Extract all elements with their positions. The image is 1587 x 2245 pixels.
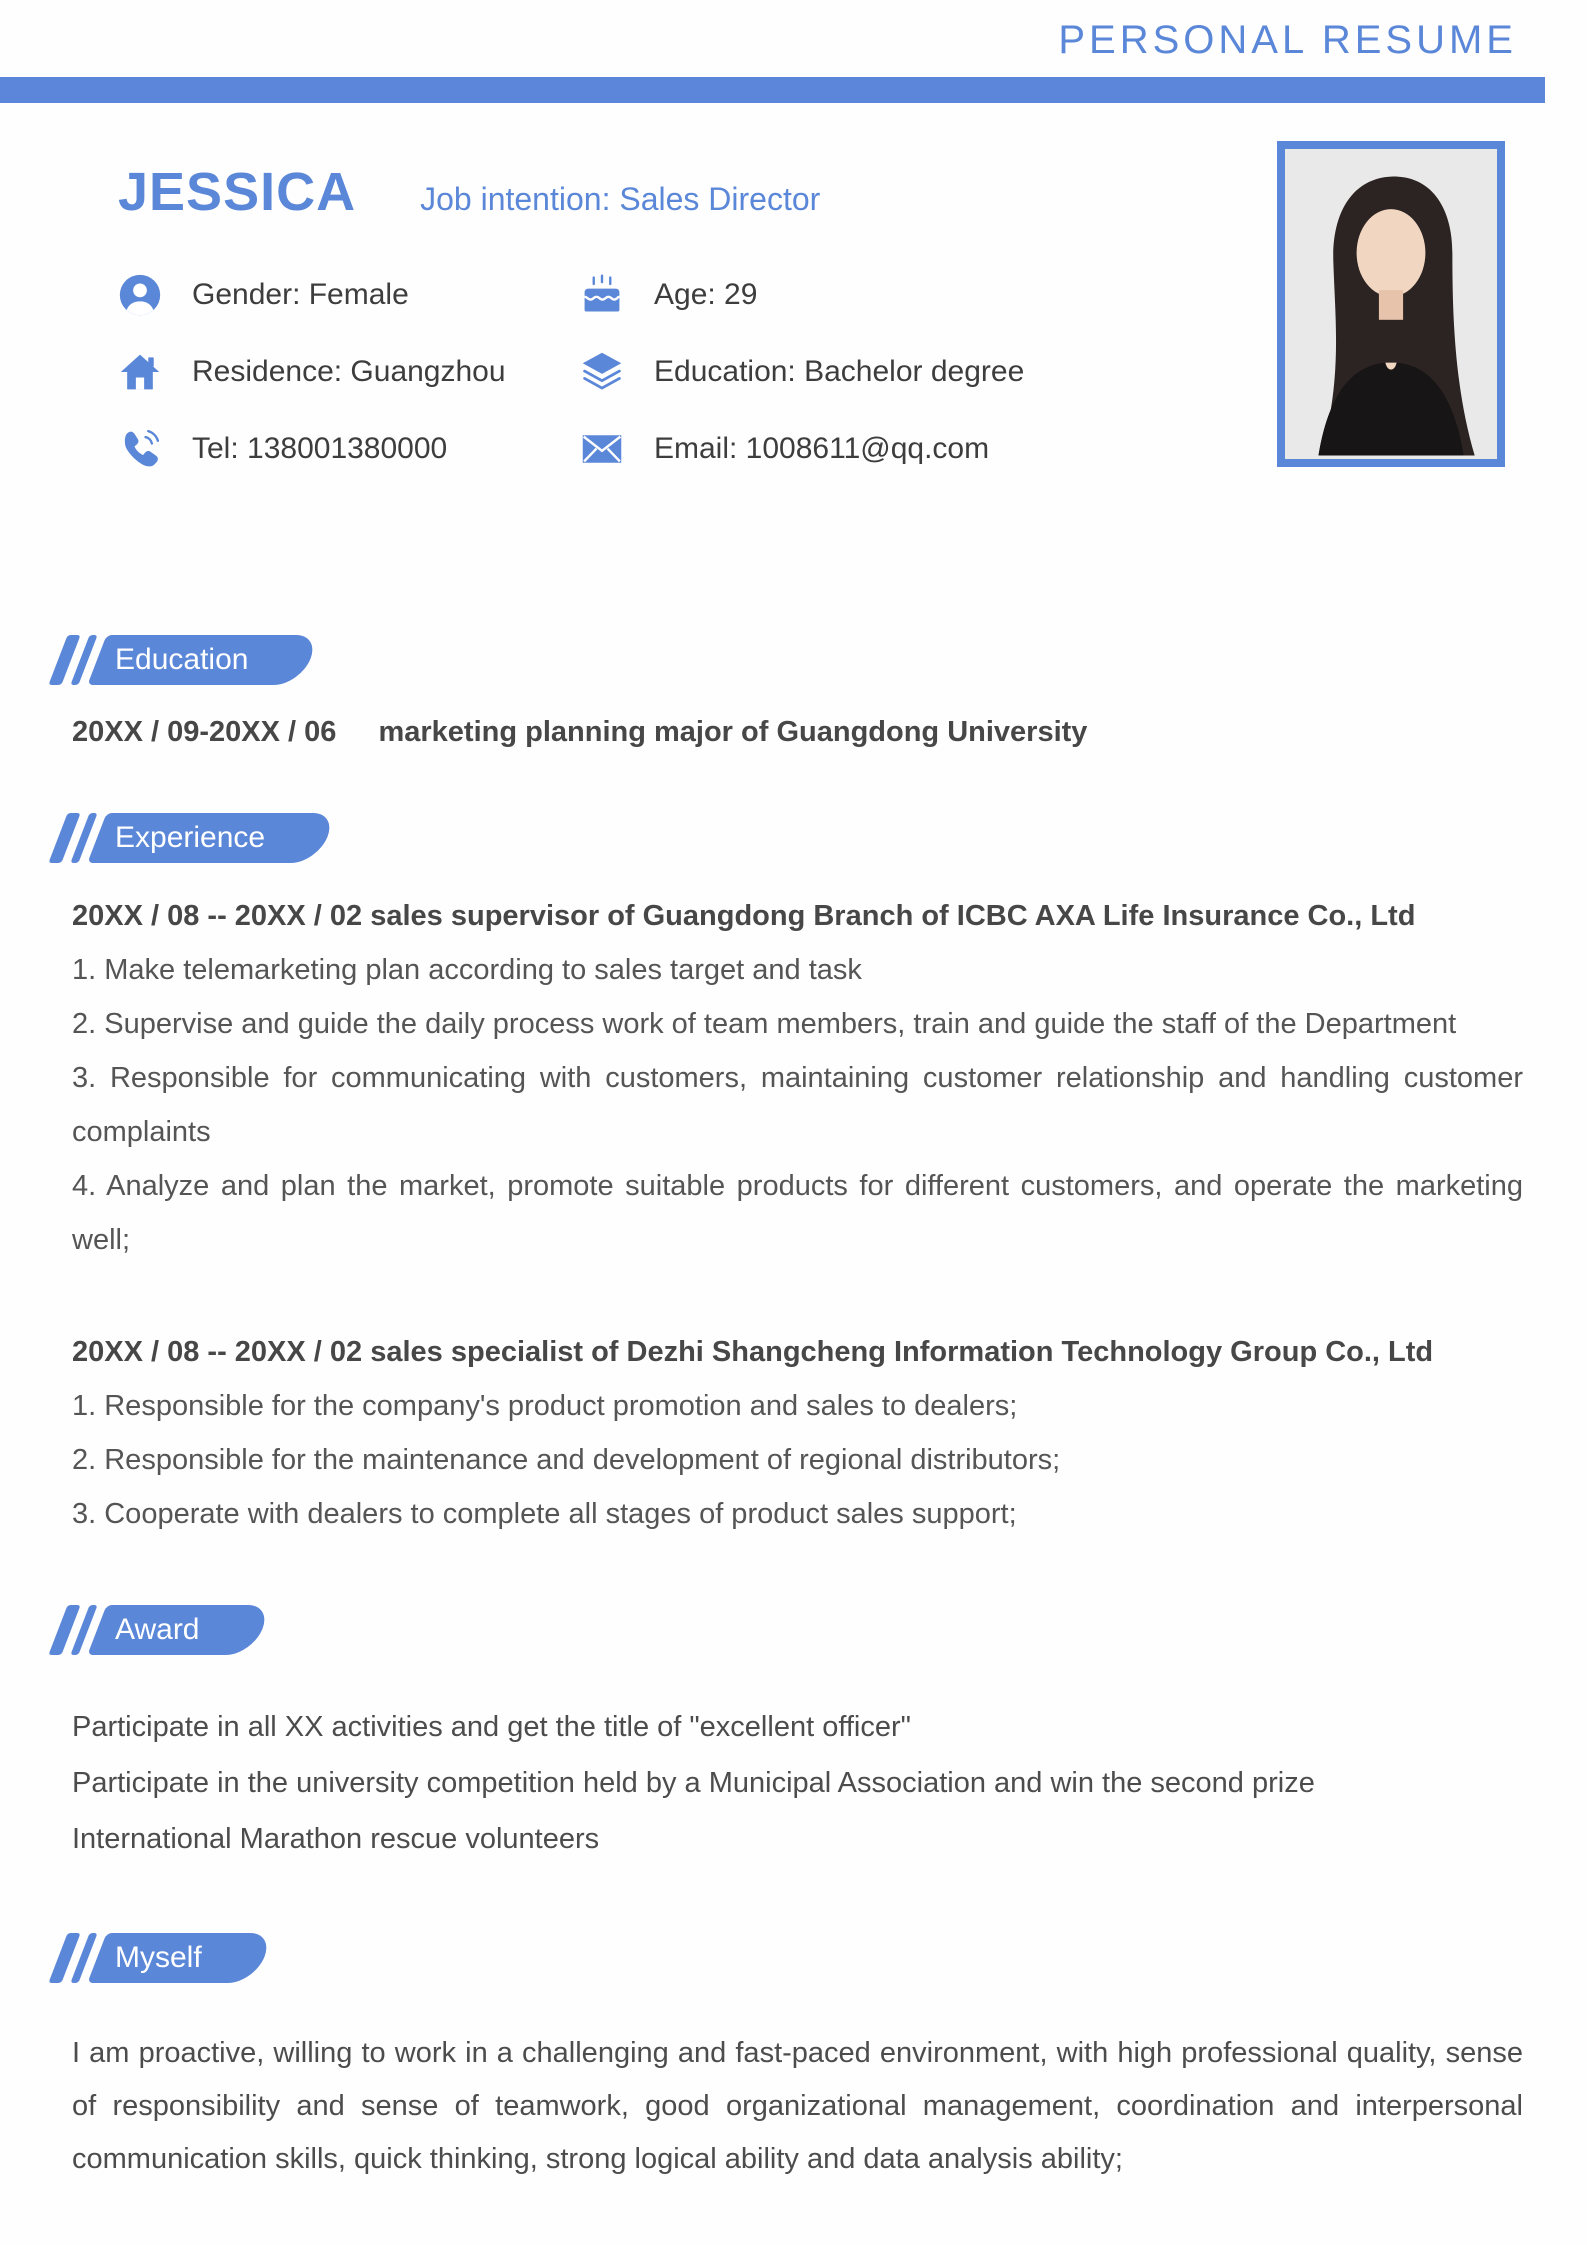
education-description: marketing planning major of Guangdong University: [378, 716, 1088, 748]
info-text: Residence: Guangzhou: [192, 355, 506, 388]
mail-icon: [580, 427, 624, 471]
job-title: 20XX / 08 -- 20XX / 02 sales specialist of Dezhi Shangcheng Information Technology Group Co., Ltd: [72, 1336, 1434, 1368]
education-content: [72, 705, 1523, 759]
section-tag-award: [58, 1605, 1587, 1655]
info-item-tel: [118, 427, 580, 471]
job-bullet: 1. Responsible for the company's product promotion and sales to dealers;: [72, 1390, 1018, 1422]
job-entry: [72, 889, 1523, 1267]
info-text: Gender: Female: [192, 278, 409, 311]
info-item-gender: [118, 273, 580, 317]
person-icon: [118, 273, 162, 317]
info-text: Email: 1008611@qq.com: [654, 432, 990, 465]
page-title: PERSONAL RESUME: [1058, 18, 1517, 62]
section-label: Myself: [115, 1941, 202, 1974]
info-text: Age: 29: [654, 278, 758, 311]
tag-body: [87, 813, 336, 863]
info-text: Education: Bachelor degree: [654, 355, 1025, 388]
section-label: Education: [115, 643, 249, 676]
tag-body: [87, 1605, 271, 1655]
tag-body: [87, 1933, 273, 1983]
award-item: Participate in the university competition held by a Municipal Association and win the second prize: [72, 1767, 1315, 1799]
job-bullet: 1. Make telemarketing plan according to sales target and task: [72, 954, 862, 986]
phone-icon: [118, 427, 162, 471]
section-tag-myself: [58, 1933, 1587, 1983]
award-content: [72, 1699, 1523, 1867]
job-bullet: 4. Analyze and plan the market, promote suitable products for different customers, and operate the marketing well;: [72, 1170, 1523, 1256]
section-tag-experience: [58, 813, 1587, 863]
award-item: International Marathon rescue volunteers: [72, 1823, 600, 1855]
accent-bar: [0, 77, 1545, 103]
award-item: Participate in all XX activities and get the title of "excellent officer": [72, 1711, 911, 1743]
experience-content: [72, 889, 1523, 1541]
job-title: 20XX / 08 -- 20XX / 02 sales supervisor of Guangdong Branch of ICBC AXA Life Insurance Co., Ltd: [72, 900, 1416, 932]
education-icon: [580, 350, 624, 394]
info-item-residence: [118, 350, 580, 394]
job-intention: Job intention: Sales Director: [420, 181, 821, 217]
job-bullet: 2. Supervise and guide the daily process work of team members, train and guide the staff of the Department: [72, 1008, 1457, 1040]
home-icon: [118, 350, 162, 394]
info-item-email: [580, 427, 1140, 471]
myself-text: I am proactive, willing to work in a challenging and fast-paced environment, with high professional quality, sense of responsibility and sense of teamwork, good organizational management, coordination and interpersonal communication skills, quick thinking, strong logical ability and data analysis ability;: [72, 2037, 1523, 2175]
cake-icon: [580, 273, 624, 317]
job-bullet: 3. Cooperate with dealers to complete all stages of product sales support;: [72, 1498, 1017, 1530]
section-label: Award: [115, 1613, 200, 1646]
profile-header: [118, 161, 1523, 547]
myself-content: [72, 2027, 1523, 2186]
job-bullet: 3. Responsible for communicating with customers, maintaining customer relationship and handling customer complaints: [72, 1062, 1523, 1148]
info-item-education: [580, 350, 1140, 394]
info-text: Tel: 138001380000: [192, 432, 448, 465]
section-label: Experience: [115, 821, 266, 854]
profile-photo: [1277, 141, 1505, 467]
education-entry: [72, 705, 1523, 759]
education-period: 20XX / 09-20XX / 06: [72, 716, 337, 748]
job-entry: [72, 1325, 1523, 1541]
section-tag-education: [58, 635, 1587, 685]
job-bullet: 2. Responsible for the maintenance and development of regional distributors;: [72, 1444, 1061, 1476]
candidate-name: JESSICA: [118, 162, 357, 222]
tag-body: [87, 635, 320, 685]
info-item-age: [580, 273, 1140, 317]
